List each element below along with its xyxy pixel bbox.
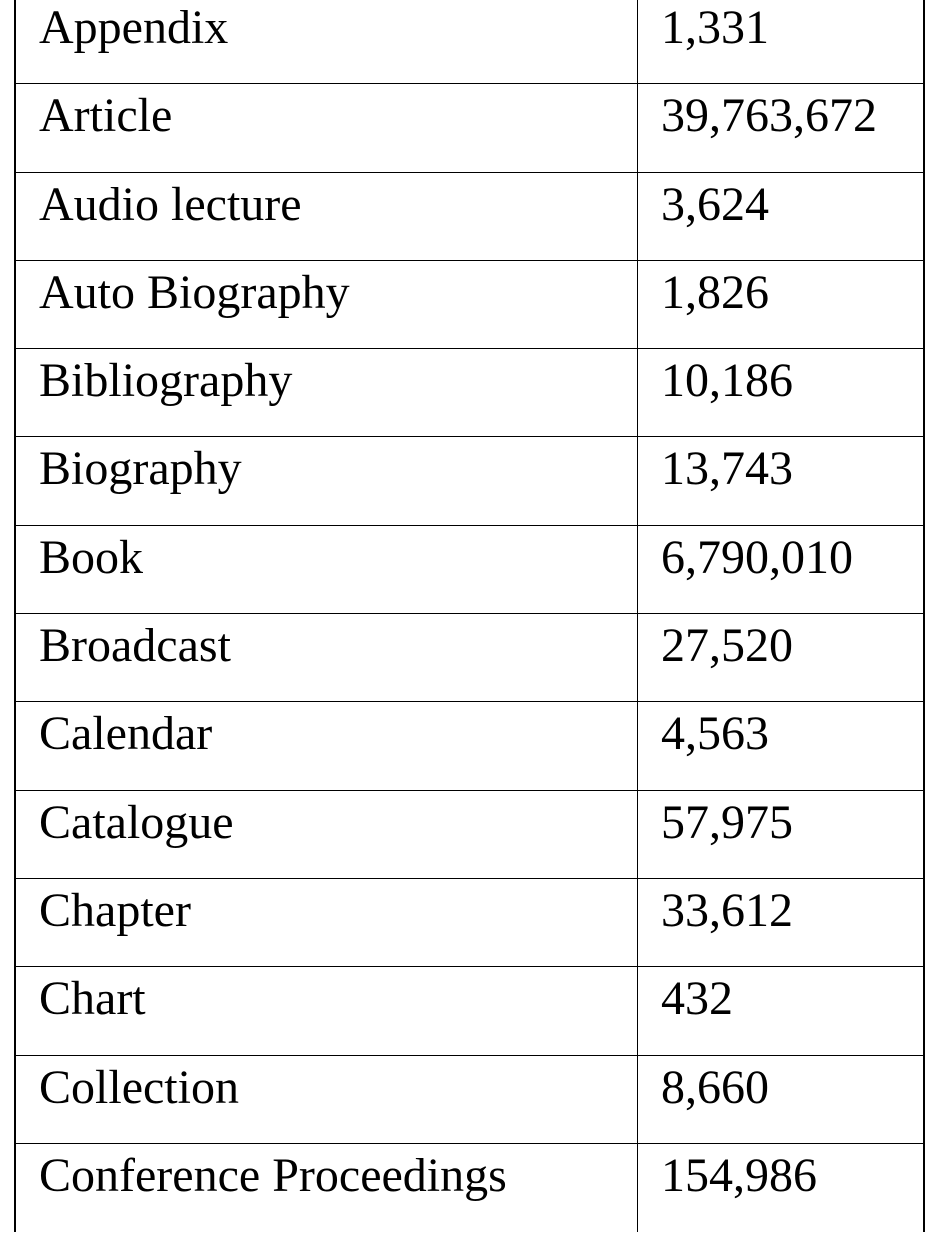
table-row: [16, 1056, 923, 1144]
count-cell: 3,624: [661, 177, 769, 231]
table-row: [16, 84, 923, 172]
count-cell: 13,743: [661, 442, 793, 496]
count-cell: 4,563: [661, 707, 769, 761]
type-cell: Audio lecture: [16, 173, 638, 260]
table-row: [16, 526, 923, 614]
count-cell: 1,826: [661, 265, 769, 319]
type-cell: Chart: [16, 967, 638, 1054]
table-row: [16, 702, 923, 790]
type-cell: Collection: [16, 1056, 638, 1143]
type-cell: Biography: [16, 437, 638, 524]
count-cell: 1,331: [661, 1, 769, 54]
table-row: [16, 437, 923, 525]
type-cell: Article: [16, 84, 638, 171]
table-row: [16, 349, 923, 437]
count-cell: 57,975: [661, 795, 793, 849]
table-row: [16, 1144, 923, 1232]
count-cell: 8,660: [661, 1060, 769, 1114]
table-row: [16, 614, 923, 702]
type-cell: Bibliography: [16, 349, 638, 436]
table-row: [16, 173, 923, 261]
table-row: [16, 967, 923, 1055]
type-cell: Conference Proceedings: [16, 1144, 638, 1232]
type-cell: Chapter: [16, 879, 638, 966]
document-type-count-table: [14, 0, 925, 1232]
count-cell: 154,986: [661, 1148, 817, 1202]
type-cell: Auto Biography: [16, 261, 638, 348]
count-cell: 432: [661, 972, 733, 1026]
table-row: [16, 879, 923, 967]
type-cell: Catalogue: [16, 791, 638, 878]
type-cell: Book: [16, 526, 638, 613]
table-row: [16, 0, 923, 84]
table-row: [16, 791, 923, 879]
table-row: [16, 261, 923, 349]
count-cell: 6,790,010: [661, 530, 853, 584]
count-cell: 10,186: [661, 354, 793, 408]
type-cell: Broadcast: [16, 614, 638, 701]
count-cell: 27,520: [661, 619, 793, 673]
type-cell: Appendix: [16, 0, 638, 83]
count-cell: 33,612: [661, 883, 793, 937]
count-cell: 39,763,672: [661, 89, 877, 143]
type-cell: Calendar: [16, 702, 638, 789]
